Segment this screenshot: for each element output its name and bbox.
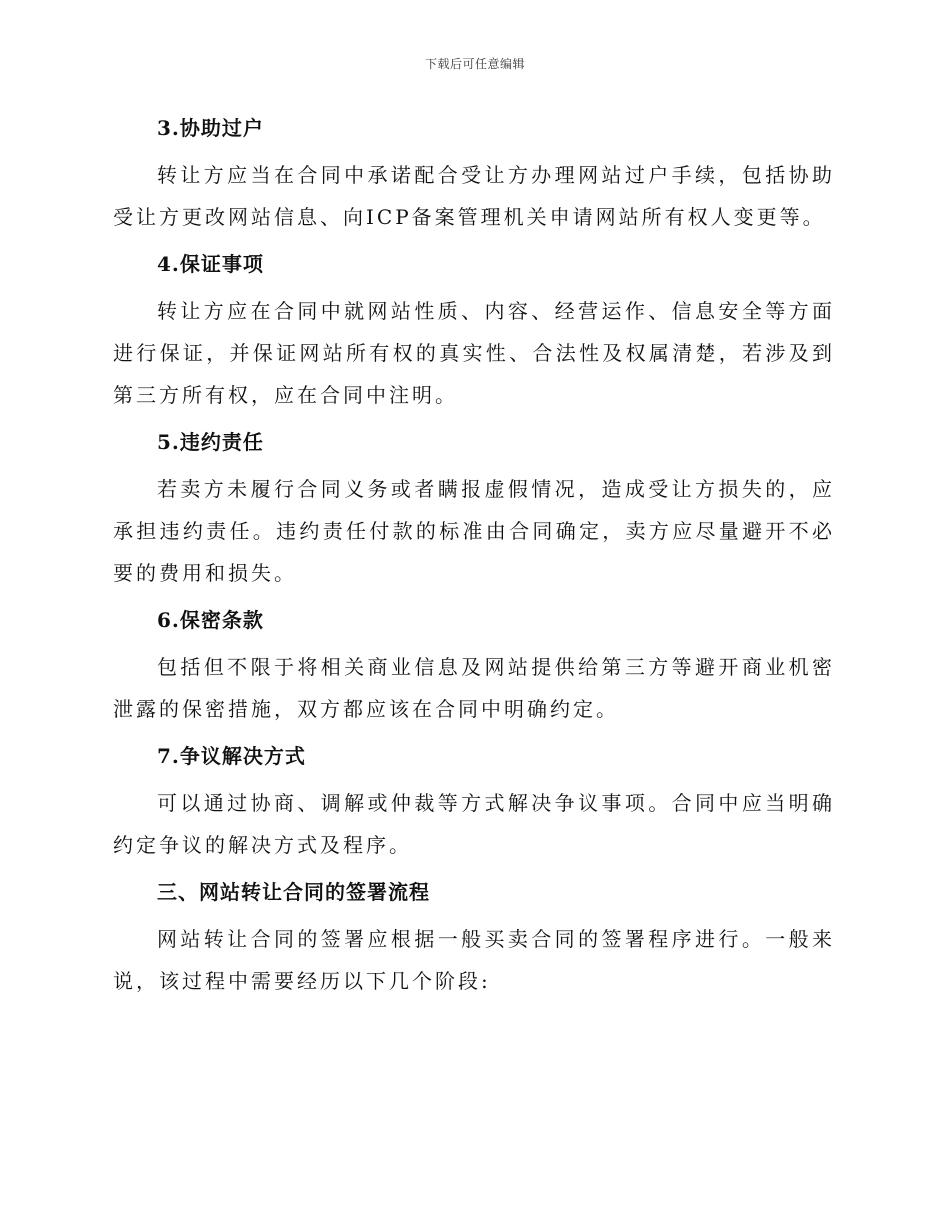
- section-heading-confidentiality: 6.保密条款: [157, 608, 264, 632]
- document-body: [113, 108, 835, 1008]
- section-heading-guarantees: 4.保证事项: [157, 252, 264, 276]
- section-paragraph-dispute: 可以通过协商、调解或仲裁等方式解决争议事项。合同中应当明确约定争议的解决方式及程序。: [113, 791, 835, 857]
- section-heading-dispute: 7.争议解决方式: [157, 744, 306, 768]
- section-paragraph-liability: 若卖方未履行合同义务或者瞒报虚假情况，造成受让方损失的，应承担违约责任。违约责任付款的标准由合同确定，卖方应尽量避开不必要的费用和损失。: [113, 477, 835, 585]
- section-paragraph-guarantees: 转让方应在合同中就网站性质、内容、经营运作、信息安全等方面进行保证，并保证网站所有权的真实性、合法性及权属清楚，若涉及到第三方所有权，应在合同中注明。: [113, 299, 835, 407]
- section-heading-liability: 5.违约责任: [157, 430, 264, 454]
- section-paragraph-signing-process: 网站转让合同的签署应根据一般买卖合同的签署程序进行。一般来说，该过程中需要经历以下几个阶段:: [113, 927, 835, 993]
- section-paragraph-assist-transfer: 转让方应当在合同中承诺配合受让方办理网站过户手续，包括协助受让方更改网站信息、向ICP备案管理机关申请网站所有权人变更等。: [113, 163, 835, 229]
- section-heading-assist-transfer: 3.协助过户: [157, 116, 264, 140]
- page-header-note: 下载后可任意编辑: [424, 57, 525, 71]
- section-heading-signing-process: 三、网站转让合同的签署流程: [157, 880, 430, 904]
- section-paragraph-confidentiality: 包括但不限于将相关商业信息及网站提供给第三方等避开商业机密泄露的保密措施，双方都应该在合同中明确约定。: [113, 655, 835, 721]
